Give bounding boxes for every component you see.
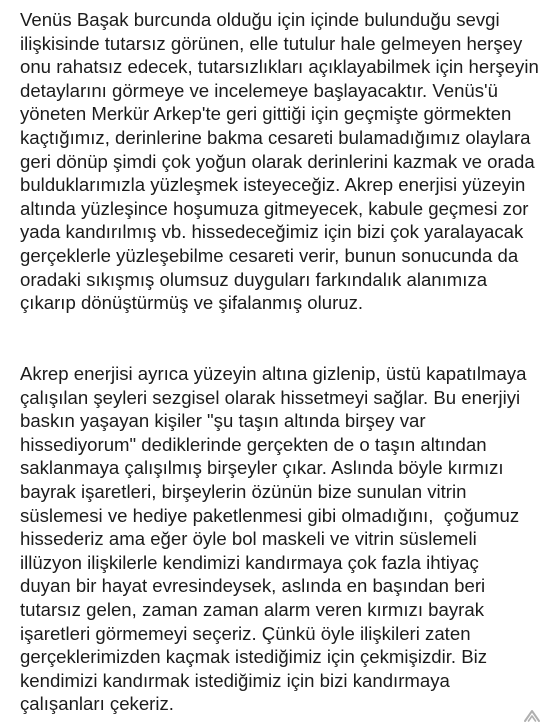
text-line: gerçeklerimizden kaçmak istediğimiz için çekmişizdir. Biz	[20, 646, 488, 668]
text-line: çalışanları çekeriz.	[20, 693, 174, 715]
text-line: hissediyorum" dediklerinde gerçekten de o taşın altından	[20, 433, 487, 455]
text-line: çalışılan şeyleri sezgisel olarak hissetmeyi sağlar. Bu enerjiyi	[20, 386, 521, 408]
text-line: işaretleri görmemeyi seçeriz. Çünkü öyle ilişkileri zaten	[20, 622, 471, 644]
text-line: ilişkisinde tutarsız görünen, elle tutulur hale gelmeyen herşey	[20, 32, 523, 54]
text-line: gerçeklerle yüzleşebilme cesareti verir, bunun sonucunda da	[20, 244, 519, 266]
text-line: hissederiz ama eğer öyle bol maskeli ve vitrin süslemeli	[20, 528, 477, 550]
watermark-icon	[522, 708, 542, 724]
text-line: saklanmaya çalışılmış birşeyler çıkar. Aslında böyle kırmızı	[20, 457, 504, 479]
paragraph-2	[20, 362, 540, 716]
text-line: kendimizi kandırmak istediğimiz için bizi kandırmaya	[20, 669, 450, 691]
text-line: süslemesi ve hediye paketlenmesi gibi olmadığını, çoğumuz	[20, 504, 520, 526]
text-line: duyan bir hayat evresindeysek, aslında en başından beri	[20, 575, 486, 597]
text-line: bulduklarımızla yüzleşmek isteyeceğiz. Akrep enerjisi yüzeyin	[20, 174, 526, 196]
text-line: altında yüzleşince hoşumuza gitmeyecek, kabule geçmesi zor	[20, 197, 529, 219]
text-line: oradaki sıkışmış olumsuz duyguları farkındalık alanımıza	[20, 268, 488, 290]
text-line: detaylarını görmeye ve incelemeye başlayacaktır. Venüs'ü	[20, 79, 498, 101]
text-line: geri dönüp şimdi çok yoğun olarak derinlerini kazmak ve orada	[20, 150, 535, 172]
text-line: baskın yaşayan kişiler "şu taşın altında birşey var	[20, 410, 426, 432]
text-line: yöneten Merkür Arkep'te geri gittiği için geçmişte görmekten	[20, 103, 512, 125]
text-line: yada kandırılmış vb. hissedeceğimiz için bizi çok yaralayacak	[20, 221, 524, 243]
text-line: Akrep enerjisi ayrıca yüzeyin altına gizlenip, üstü kapatılmaya	[20, 363, 527, 384]
text-line: kaçtığımız, derinlerine bakma cesareti bulamadığımız olaylara	[20, 126, 531, 148]
text-line: onu rahatsız edecek, tutarsızlıkları açıklayabilmek için herşeyin	[20, 56, 539, 78]
text-line: tutarsız gelen, zaman zaman alarm veren kırmızı bayrak	[20, 598, 484, 620]
paragraph-1	[20, 8, 540, 315]
text-line: Venüs Başak burcunda olduğu için içinde bulunduğu sevgi	[20, 9, 500, 30]
text-line: çıkarıp dönüştürmüş ve şifalanmış oluruz.	[20, 292, 364, 314]
text-line: bayrak işaretleri, birşeylerin özünün bize sunulan vitrin	[20, 480, 467, 502]
text-line: illüzyon ilişkilerle kendimizi kandırmaya çok fazla ihtiyaç	[20, 551, 479, 573]
